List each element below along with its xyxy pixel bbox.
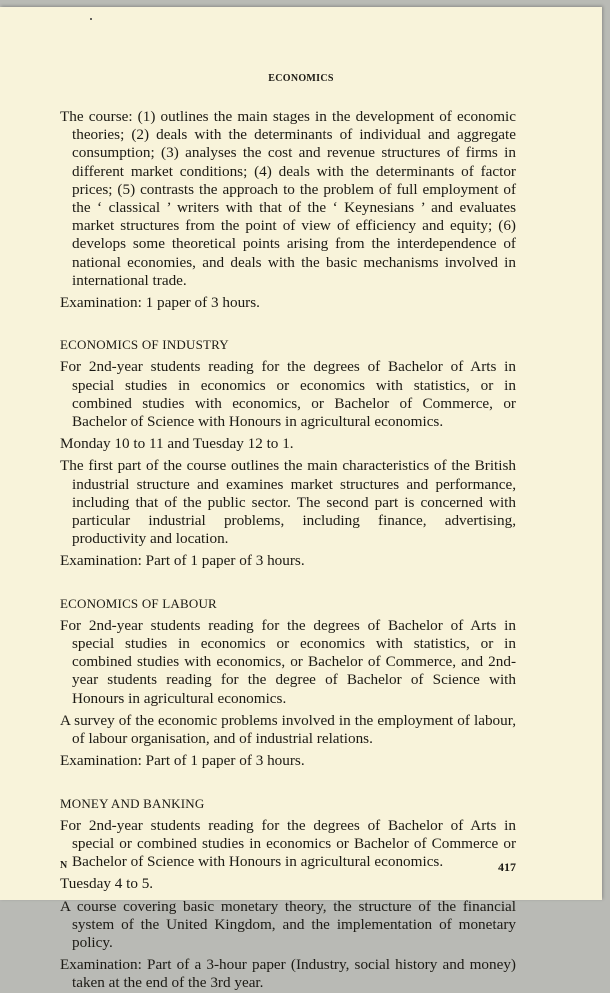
intro-paragraph: The course: (1) outlines the main stages in the development of economic theories; (2) deals with the determinants of individual and aggregate consumption; (3) analyses the cost and revenue structures of firms in different market conditions; (4) deals with the determinants of factor prices; (5) contrasts the approach to the problem of full employment of the ‘ classical ’ writers with that of the ‘ Keynesians ’ and evaluates market structures from the point of view of efficiency and equity; (6) develops some theoretical points arising from the interdependence of national economies, and deals with the basic mechanisms involved in international trade. bbox=[60, 108, 516, 289]
document-page bbox=[0, 7, 602, 992]
section-heading-labour: ECONOMICS OF LABOUR bbox=[60, 595, 217, 611]
intro-examination: Examination: 1 paper of 3 hours. bbox=[60, 294, 260, 312]
page-footer bbox=[60, 860, 516, 875]
running-head: ECONOMICS bbox=[268, 73, 334, 84]
labour-description: A survey of the economic problems involved in the employment of labour, of labour organisation, and of industrial relations. bbox=[60, 711, 516, 748]
print-speck bbox=[90, 18, 92, 20]
industry-description: The first part of the course outlines the main characteristics of the British industrial structure and examines market structures and performance, including that of the public sector. The second part is concerned with particular industrial problems, including finance, advertising, productivity and location. bbox=[60, 457, 516, 548]
labour-examination: Examination: Part of 1 paper of 3 hours. bbox=[60, 752, 305, 770]
page-number: 417 bbox=[498, 860, 516, 874]
industry-eligibility: For 2nd-year students reading for the degrees of Bachelor of Arts in special studies in economics or economics with statistics, or in combined studies with economics, or Bachelor of Commerce, or Bachelor of Science with Honours in agricultural economics. bbox=[60, 358, 516, 431]
money-banking-description: A course covering basic monetary theory, the structure of the financial system of the United Kingdom, and the implementation of monetary policy. bbox=[60, 897, 516, 951]
money-banking-examination: Examination: Part of a 3-hour paper (Industry, social history and money) taken at the end of the 3rd year. bbox=[60, 956, 516, 992]
labour-eligibility: For 2nd-year students reading for the degrees of Bachelor of Arts in special studies in economics or economics with statistics, or in combined studies with economics, or Bachelor of Commerce, and 2nd-year students reading for the degree of Bachelor of Science with Honours in agricultural economics. bbox=[60, 616, 516, 707]
industry-schedule: Monday 10 to 11 and Tuesday 12 to 1. bbox=[60, 435, 294, 453]
section-heading-money-banking: MONEY AND BANKING bbox=[60, 795, 205, 811]
money-banking-schedule: Tuesday 4 to 5. bbox=[60, 875, 154, 893]
money-banking-eligibility: For 2nd-year students reading for the degrees of Bachelor of Arts in special or combined studies in economics or Bachelor of Commerce or Bachelor of Science with Honours in agricultural economics. bbox=[60, 816, 516, 871]
signature-mark: N bbox=[60, 860, 68, 871]
section-heading-industry: ECONOMICS OF INDUSTRY bbox=[60, 337, 229, 353]
industry-examination: Examination: Part of 1 paper of 3 hours. bbox=[60, 552, 305, 570]
